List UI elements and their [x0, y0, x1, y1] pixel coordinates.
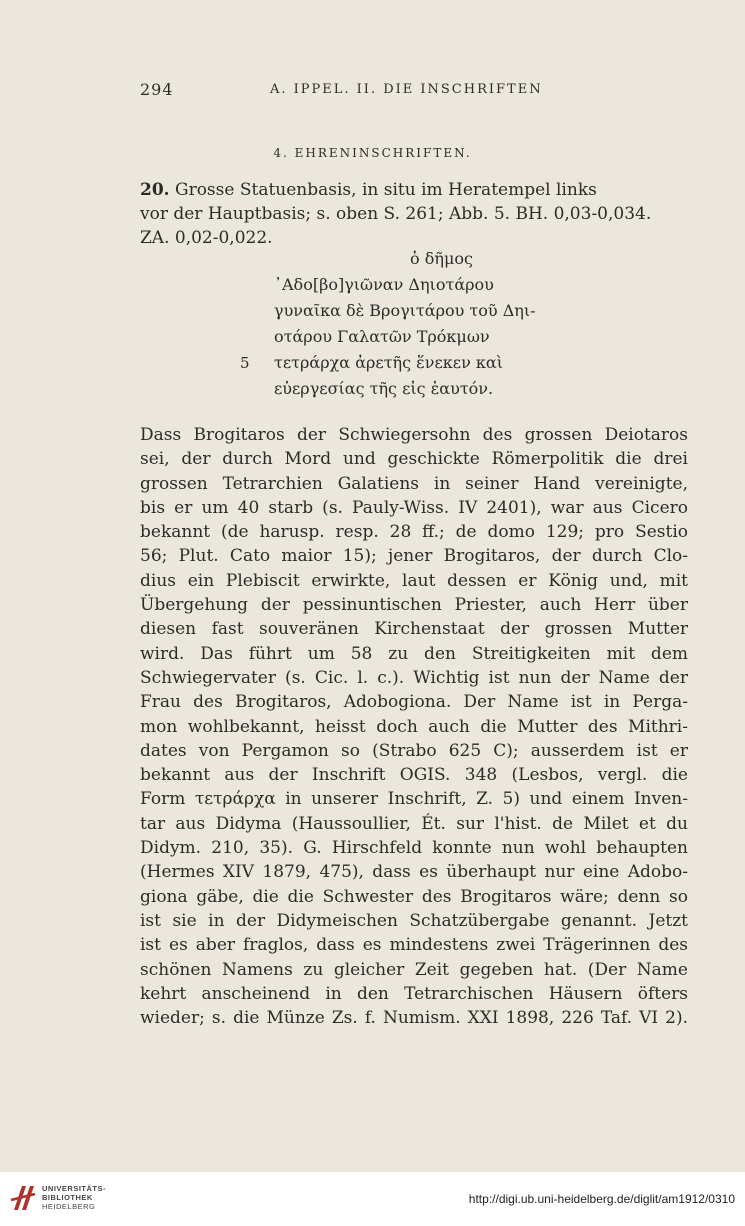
entry-line-2: vor der Hauptbasis; s. oben S. 261; Abb. 5. BH. 0,03-0,034.	[140, 204, 652, 224]
catalog-entry	[140, 178, 700, 250]
greek-inscription	[240, 246, 620, 402]
viewer-footer	[0, 1172, 745, 1226]
text-line: Dass Brogitaros der Schwiegersohn des grossen Deiotaros	[140, 425, 688, 445]
text-line: wird. Das führt um 58 zu den Streitigkeiten mit dem	[140, 643, 688, 664]
library-name: UNIVERSITÄTS- BIBLIOTHEK HEIDELBERG	[42, 1184, 107, 1211]
text-line: mon wohlbekannt, heisst doch auch die Mutter des Mithri-	[140, 716, 688, 737]
entry-number: 20.	[140, 180, 170, 200]
text-line: Schwiegervater (s. Cic. l. c.). Wichtig ist nun der Name der	[140, 667, 688, 688]
text-line: diesen fast souveränen Kirchenstaat der grossen Mutter	[140, 619, 688, 640]
inscription-line: 5 τετράρχα ἀρετῆς ἕνεκεν καὶ	[240, 353, 503, 372]
text-line: kehrt anscheinend in den Tetrarchischen Häusern öfters	[140, 983, 688, 1004]
inscription-line: εὐεργεσίας τῆς εἰς ἑαυτόν.	[274, 379, 494, 398]
text-line: ist sie in der Didymeischen Schatzübergabe genannt. Jetzt	[140, 910, 688, 931]
text-line: bis er um 40 starb (s. Pauly-Wiss. IV 2401), war aus Cicero	[140, 497, 688, 518]
text-line: ist es aber fraglos, dass es mindestens zwei Trägerinnen des	[140, 935, 688, 956]
text-line: (Hermes XIV 1879, 475), dass es überhaupt nur eine Adobo-	[140, 862, 688, 883]
inscription-line: ᾿Αδο[βο]γιῶναν Δηιοτάρου	[274, 275, 494, 294]
running-head: A. IPPEL. II. DIE INSCHRIFTEN	[270, 82, 543, 97]
commentary-paragraph	[140, 423, 688, 1030]
text-line: dates von Pergamon so (Strabo 625 C); ausserdem ist er	[140, 740, 688, 761]
text-line: giona gäbe, die die Schwester des Brogitaros wäre; denn so	[140, 886, 688, 907]
library-logo-icon	[8, 1180, 38, 1216]
text-line: Didym. 210, 35). G. Hirschfeld konnte nun wohl behaupten	[140, 838, 688, 859]
text-line: grossen Tetrarchien Galatiens in seiner Hand vereinigte,	[140, 473, 688, 494]
entry-line-1: 20. Grosse Statuenbasis, in situ im Heratempel links	[140, 180, 597, 200]
text-line: bekannt (de harusp. resp. 28 ff.; de domo 129; pro Sestio	[140, 522, 688, 543]
inscription-line: γυναῖκα δὲ Βρογιτάρου τοῦ Δηι-	[274, 301, 536, 320]
text-line: tar aus Didyma (Haussoullier, Ét. sur l'hist. de Milet et du	[140, 813, 688, 834]
inscription-line: οτάρου Γαλατῶν Τρόκμων	[274, 327, 490, 346]
permalink-url[interactable]: http://digi.ub.uni-heidelberg.de/diglit/am1912/0310	[468, 1192, 735, 1206]
page-number: 294	[140, 80, 174, 99]
text-line: wieder; s. die Münze Zs. f. Numism. XXI 1898, 226 Taf. VI 2).	[140, 1008, 688, 1029]
text-line: Form τετράρχα in unserer Inschrift, Z. 5) und einem Inven-	[140, 789, 688, 810]
section-title: 4. EHRENINSCHRIFTEN.	[273, 146, 472, 160]
text-line: Übergehung der pessinuntischen Priester, auch Herr über	[140, 595, 688, 616]
inscription-line: ὁ δῆμος	[410, 249, 473, 268]
text-line: 56; Plut. Cato maior 15); jener Brogitaros, der durch Clo-	[140, 546, 688, 567]
text-line: bekannt aus der Inschrift OGIS. 348 (Lesbos, vergl. die	[140, 765, 688, 786]
entry-line-3: ZA. 0,02-0,022.	[140, 228, 273, 248]
text-line: sei, der durch Mord und geschickte Römerpolitik die drei	[140, 449, 688, 470]
text-line: Frau des Brogitaros, Adobogiona. Der Name ist in Perga-	[140, 692, 688, 713]
text-line: schönen Namens zu gleicher Zeit gegeben hat. (Der Name	[140, 959, 688, 980]
text-line: dius ein Plebiscit erwirkte, laut dessen er König und, mit	[140, 570, 688, 591]
